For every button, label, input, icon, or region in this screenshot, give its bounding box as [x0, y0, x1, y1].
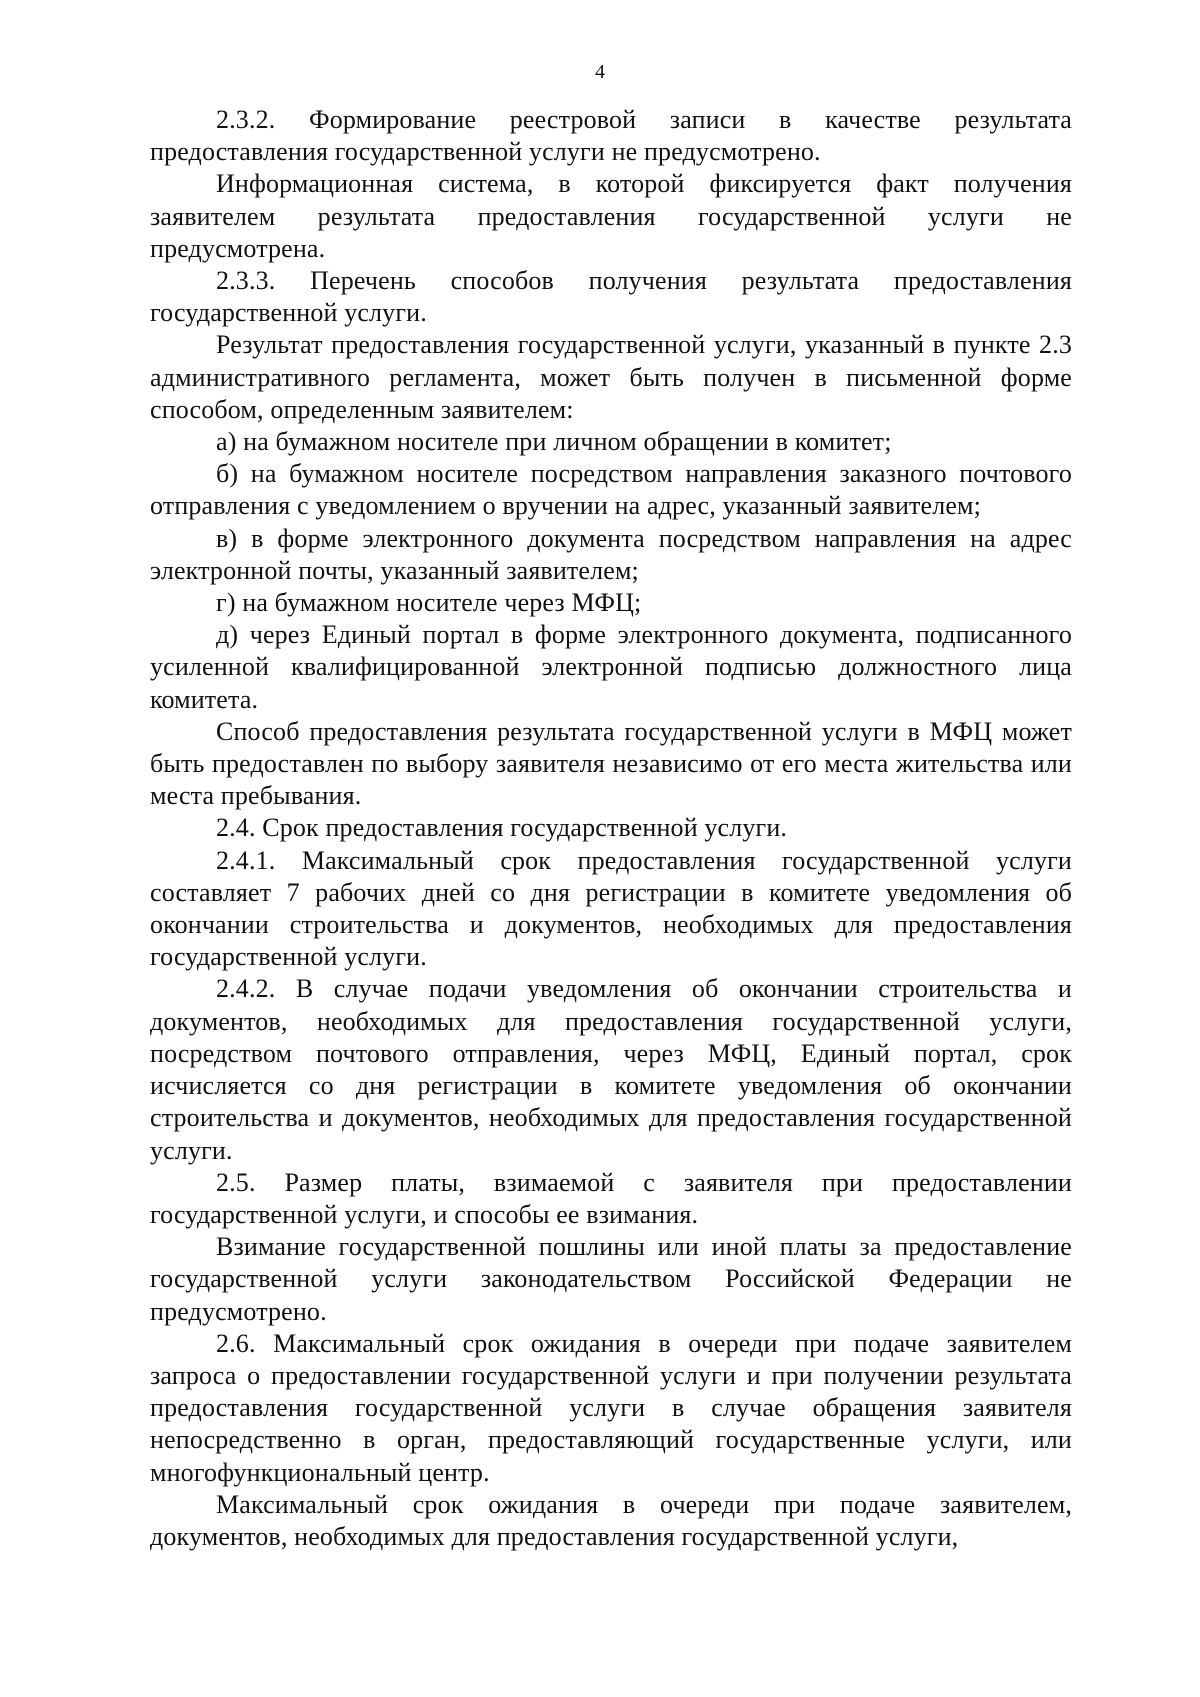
paragraph-2-4: 2.4. Срок предоставления государственной услуги. — [216, 813, 788, 843]
list-item-d: д) через Единый портал в форме электронного документа, подписанного усиленной квалифицированной электронной подписью должностного лица комитета. — [150, 620, 1072, 714]
list-item-v: в) в форме электронного документа посредством направления на адрес электронной почты, указанный заявителем; — [150, 523, 1072, 585]
paragraph-waiting-time: Максимальный срок ожидания в очереди при подаче заявителем, документов, необходимых для предоставления государственной услуги, — [150, 1489, 1072, 1551]
paragraph-2-4-2: 2.4.2. В случае подачи уведомления об окончании строительства и документов, необходимых для предоставления государственной услуги, посредством почтового отправления, через МФЦ, Единый портал, срок исчисляется со дня регистрации в комитете уведомления об окончании строительства и документов, необходимых для предоставления государственной услуги. — [150, 974, 1072, 1165]
paragraph-fee: Взимание государственной пошлины или иной платы за предоставление государственной услуги законодательством Российской Федерации не предусмотрено. — [150, 1232, 1072, 1326]
list-item-g: г) на бумажном носителе через МФЦ; — [216, 588, 642, 618]
document-body — [150, 104, 1072, 1553]
paragraph-result-methods: Результат предоставления государственной услуги, указанный в пункте 2.3 административного регламента, может быть получен в письменной форме способом, определенным заявителем: — [150, 330, 1072, 424]
paragraph-2-4-1: 2.4.1. Максимальный срок предоставления государственной услуги составляет 7 рабочих дней со дня регистрации в комитете уведомления об окончании строительства и документов, необходимых для предоставления государственной услуги. — [150, 845, 1072, 972]
paragraph-mfc-method: Способ предоставления результата государственной услуги в МФЦ может быть предоставлен по выбору заявителя независимо от его места жительства или места пребывания. — [150, 716, 1072, 811]
paragraph-2-3-3: 2.3.3. Перечень способов получения результата предоставления государственной услуги. — [150, 266, 1072, 328]
paragraph-information-system: Информационная система, в которой фиксируется факт получения заявителем результата предоставления государственной услуги не предусмотрена. — [150, 169, 1072, 263]
list-item-b: б) на бумажном носителе посредством направления заказного почтового отправления с уведомлением о вручении на адрес, указанный заявителем; — [150, 459, 1072, 521]
paragraph-2-6: 2.6. Максимальный срок ожидания в очереди при подаче заявителем запроса о предоставлении государственной услуги и при получении результата предоставления государственной услуги в случае обращения заявителя непосредственно в орган, предоставляющий государственные услуги, или многофункциональный центр. — [150, 1328, 1072, 1487]
paragraph-2-5: 2.5. Размер платы, взимаемой с заявителя при предоставлении государственной услуги, и способы ее взимания. — [150, 1167, 1072, 1229]
page-number: 4 — [595, 61, 605, 83]
list-item-a: а) на бумажном носителе при личном обращении в комитет; — [216, 427, 892, 457]
paragraph-2-3-2: 2.3.2. Формирование реестровой записи в качестве результата предоставления государственной услуги не предусмотрено. — [150, 105, 1072, 167]
